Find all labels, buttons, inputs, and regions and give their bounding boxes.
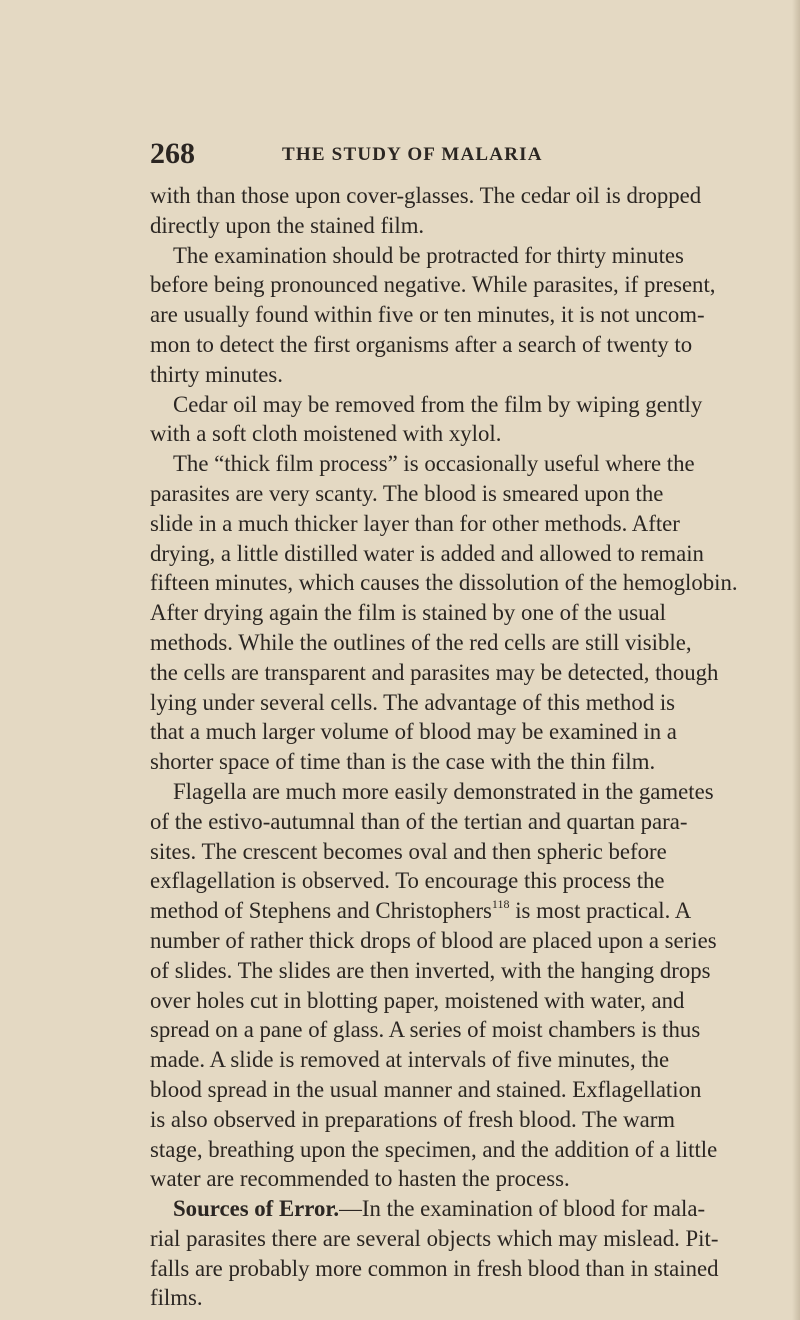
text-line: of the estivo-autumnal than of the tertian and quartan para- [150,808,688,834]
text-line: water are recommended to hasten the process. [150,1166,570,1192]
text-line: of slides. The slides are then inverted, with the hanging drops [150,957,711,983]
page-edge-shadow [792,0,800,1320]
text-line: is also observed in preparations of fresh blood. The warm [150,1106,676,1132]
text-line: that a much larger volume of blood may be examined in a [150,719,677,745]
text-line: fifteen minutes, which causes the dissolution of the hemoglobin. [150,570,738,596]
text-line: sites. The crescent becomes oval and then spheric before [150,838,667,864]
text-line: parasites are very scanty. The blood is smeared upon the [150,480,664,506]
text-line: with than those upon cover-glasses. The cedar oil is dropped [150,183,702,208]
text-line: directly upon the stained film. [150,212,425,238]
paragraph-start-with-heading [150,1194,706,1224]
page-header [150,136,620,172]
paragraph-start: The “thick film process” is occasionally useful where the [173,451,695,477]
footnote-reference: 118 [491,897,510,912]
section-heading: Sources of Error. [173,1196,340,1222]
text-line: drying, a little distilled water is added and allowed to remain [150,540,704,566]
text-line: slide in a much thicker layer than for other methods. After [150,510,680,536]
text-line: mon to detect the first organisms after a search of twenty to [150,331,693,357]
page-number: 268 [150,137,195,170]
paragraph-start: Flagella are much more easily demonstrated in the gametes [173,778,714,804]
text-line-with-footnote [150,896,692,926]
text-line: the cells are transparent and parasites may be detected, though [150,659,719,685]
text-line: with a soft cloth moistened with xylol. [150,421,502,447]
running-title: THE STUDY OF MALARIA [282,144,543,165]
text-line: falls are probably more common in fresh blood than in stained [150,1255,719,1281]
text-line: exflagellation is observed. To encourage this process the [150,868,665,894]
text-line: spread on a pane of glass. A series of moist chambers is thus [150,1017,701,1043]
text-line: shorter space of time than is the case with the thin film. [150,749,656,775]
text-line: methods. While the outlines of the red cells are still visible, [150,629,692,655]
paragraph-start: The examination should be protracted for thirty minutes [173,242,684,268]
text-line: After drying again the film is stained by one of the usual [150,600,666,626]
paragraph-start: Cedar oil may be removed from the film by wiping gently [173,391,703,417]
text-line: blood spread in the usual manner and stained. Exflagellation [150,1076,702,1102]
text-line: stage, breathing upon the specimen, and the addition of a little [150,1136,718,1162]
text-line: number of rather thick drops of blood are placed upon a series [150,927,717,953]
text-line: lying under several cells. The advantage of this method is [150,689,676,715]
text-segment: is most practical. A [515,898,692,924]
text-line: before being pronounced negative. While parasites, if present, [150,272,716,298]
text-line: thirty minutes. [150,361,283,387]
text-line: are usually found within five or ten minutes, it is not uncom- [150,302,705,328]
text-segment: —In the examination of blood for mala- [339,1196,706,1222]
text-line: rial parasites there are several objects which may mislead. Pit- [150,1225,719,1251]
text-line: over holes cut in blotting paper, moistened with water, and [150,987,685,1013]
text-line: made. A slide is removed at intervals of five minutes, the [150,1047,670,1073]
body-text [150,181,738,1313]
text-segment: method of Stephens and Christophers [150,898,492,924]
text-line: films. [150,1285,203,1311]
